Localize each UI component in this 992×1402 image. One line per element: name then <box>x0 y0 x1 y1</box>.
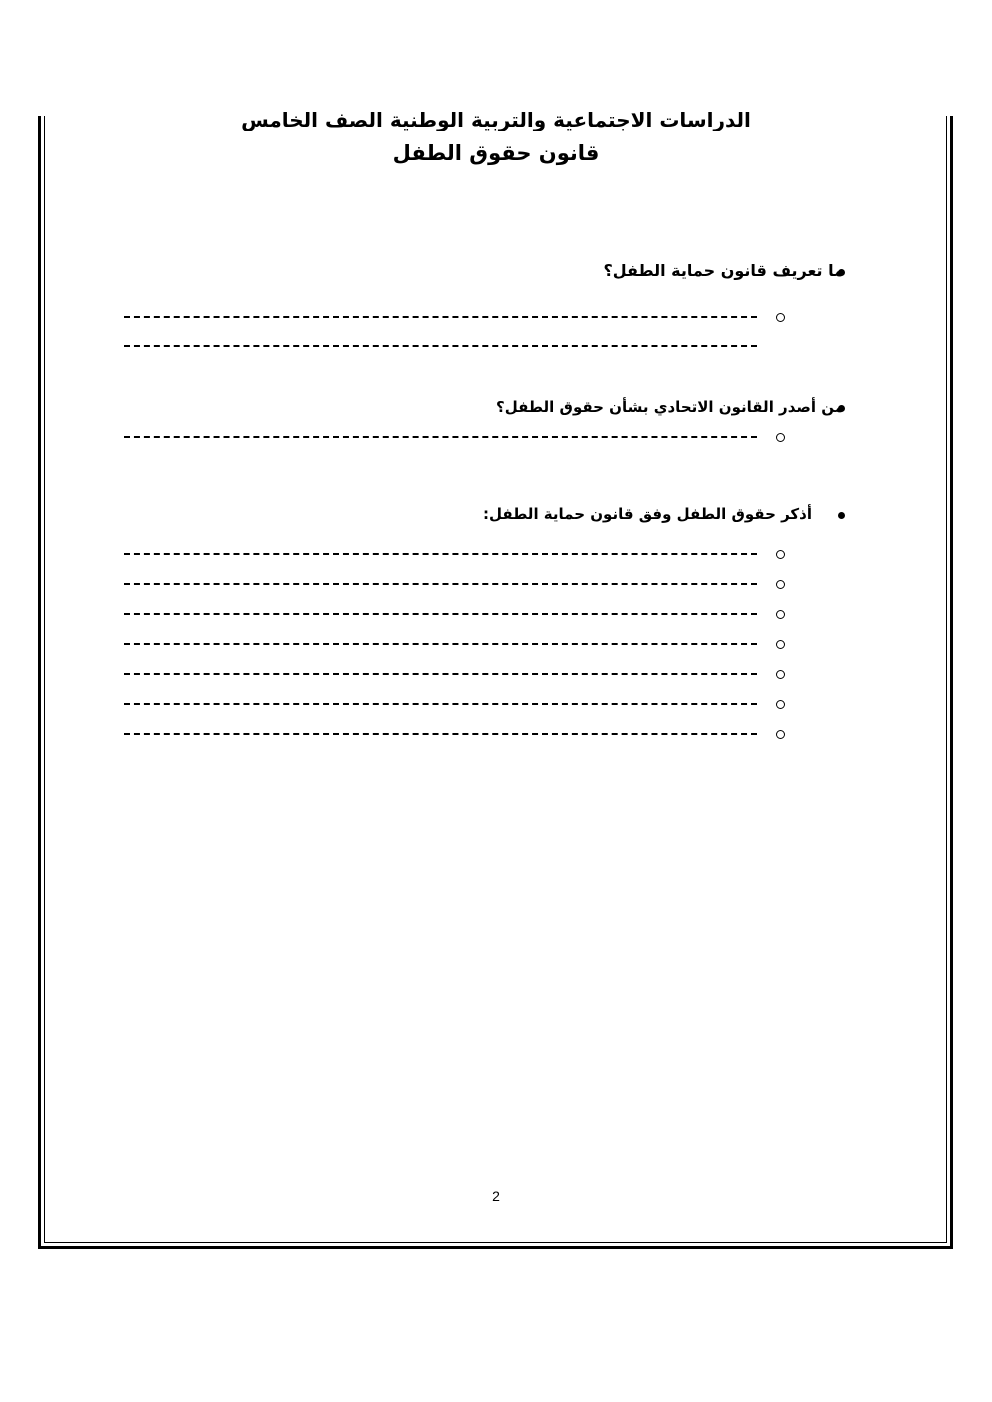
answer-2-1-circle <box>776 433 785 442</box>
question-1-text: ما تعريف قانون حماية الطفل؟ <box>603 261 844 280</box>
answer-line[interactable] <box>124 703 757 705</box>
page-number: 2 <box>492 1188 500 1204</box>
lesson-title: قانون حقوق الطفل <box>392 141 600 165</box>
answer-line[interactable] <box>124 643 757 645</box>
answer-line[interactable] <box>124 733 757 735</box>
answer-1-1-circle <box>776 313 785 322</box>
answer-3-6-circle <box>776 700 785 709</box>
subject-header: الدراسات الاجتماعية والتربية الوطنية الصف الخامس <box>241 108 751 131</box>
page-border-inner <box>44 116 947 1243</box>
answer-line[interactable] <box>124 553 757 555</box>
answer-line[interactable] <box>124 316 757 318</box>
answer-line[interactable] <box>124 613 757 615</box>
answer-3-1-circle <box>776 550 785 559</box>
answer-3-4-circle <box>776 640 785 649</box>
question-2-text: من أصدر القانون الاتحادي بشأن حقوق الطفل؟ <box>496 398 844 416</box>
answer-3-5-circle <box>776 670 785 679</box>
answer-3-3-circle <box>776 610 785 619</box>
answer-line[interactable] <box>124 436 757 438</box>
answer-3-7-circle <box>776 730 785 739</box>
answer-line[interactable] <box>124 583 757 585</box>
answer-line[interactable] <box>124 673 757 675</box>
answer-3-2-circle <box>776 580 785 589</box>
answer-line[interactable] <box>124 345 757 347</box>
question-3-bullet <box>838 512 845 519</box>
question-3-text: أذكر حقوق الطفل وفق قانون حماية الطفل: <box>483 505 812 523</box>
